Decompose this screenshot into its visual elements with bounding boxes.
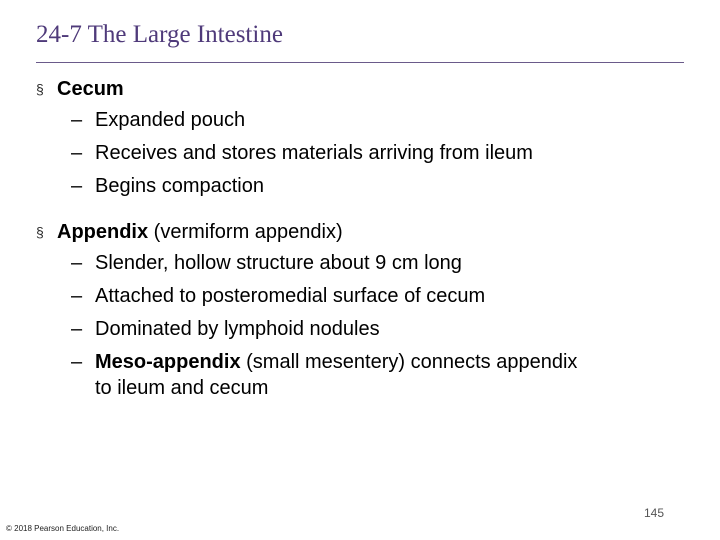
list-item-text: Receives and stores materials arriving from ileum — [95, 142, 533, 164]
list-item-text: Expanded pouch — [95, 109, 246, 131]
list-item-text: Slender, hollow structure about 9 cm long — [95, 252, 462, 274]
dash-icon: – — [71, 351, 83, 373]
dash-icon: – — [71, 318, 83, 340]
cecum-items — [36, 104, 684, 203]
page-number: 145 — [643, 506, 664, 520]
dash-icon: – — [71, 142, 83, 164]
list-item-bold-term: Meso-appendix — [95, 351, 241, 373]
list-item — [36, 280, 684, 313]
dash-icon: – — [71, 109, 83, 131]
dash-icon: – — [71, 285, 83, 307]
list-item — [36, 346, 684, 401]
dash-icon: – — [71, 175, 83, 197]
list-item — [36, 247, 684, 280]
list-item — [36, 104, 684, 137]
appendix-items — [36, 247, 684, 401]
list-item-text: (small mesentery) connects appendix — [240, 351, 578, 373]
section-heading: Cecum — [57, 78, 124, 100]
section-cecum — [36, 74, 684, 104]
section-bullet-icon: § — [36, 224, 44, 240]
title-divider — [36, 62, 684, 63]
dash-icon: – — [71, 252, 83, 274]
list-item — [36, 170, 684, 203]
list-item-continuation: to ileum and cecum — [95, 377, 269, 399]
list-item-text: Attached to posteromedial surface of cecum — [95, 285, 486, 307]
list-item-text: Begins compaction — [95, 175, 264, 197]
section-spacer — [36, 203, 684, 217]
section-heading: Appendix — [57, 221, 149, 243]
section-bullet-icon: § — [36, 81, 44, 97]
section-heading-rest: (vermiform appendix) — [148, 221, 343, 243]
copyright-notice: © 2018 Pearson Education, Inc. — [6, 524, 120, 533]
list-item-text: Dominated by lymphoid nodules — [95, 318, 380, 340]
section-appendix — [36, 217, 684, 247]
list-item — [36, 137, 684, 170]
slide-content — [36, 74, 684, 401]
slide-title: 24-7 The Large Intestine — [36, 21, 283, 48]
list-item — [36, 313, 684, 346]
